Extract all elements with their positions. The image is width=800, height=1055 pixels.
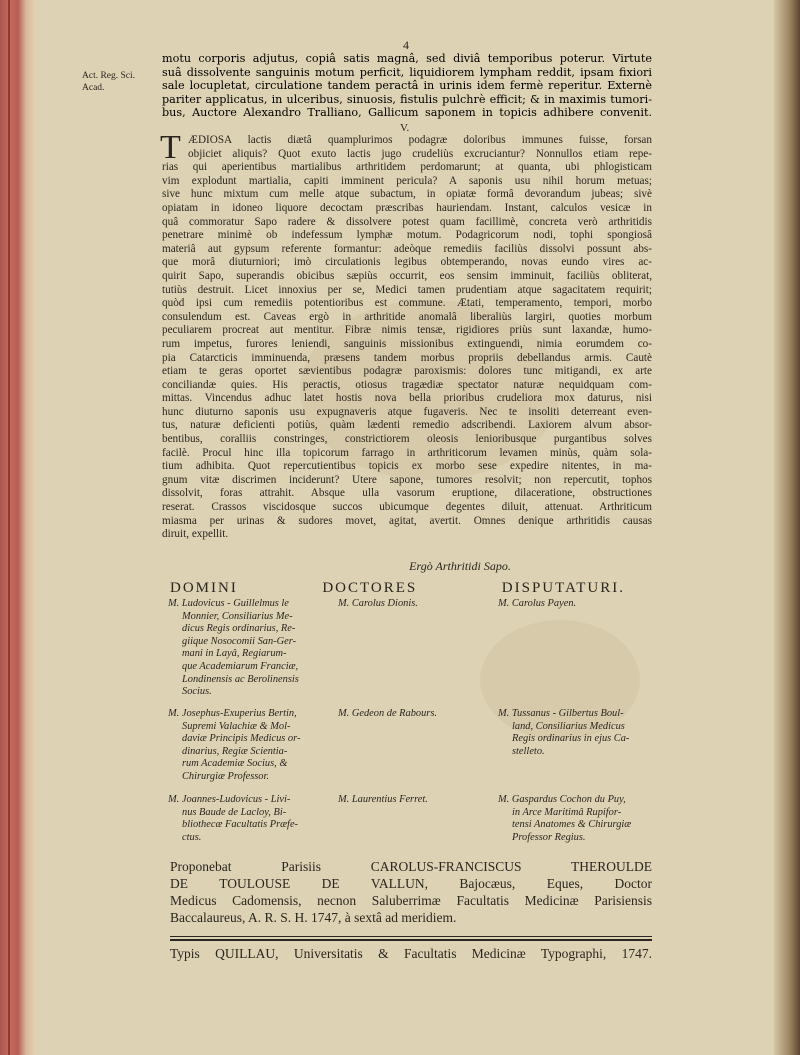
doctor-entry	[498, 708, 656, 758]
section-number: V.	[400, 122, 410, 134]
divider-rule	[170, 939, 652, 941]
proposition-line: Baccalaureus, A. R. S. H. 1747, à sextâ ad meridiem.	[170, 910, 457, 925]
doctor-line: M. Ludovicus - Guillelmus le	[168, 598, 289, 609]
page-edge-shadow	[774, 0, 800, 1055]
doctor-line: Professor Regius.	[512, 831, 586, 843]
doctor-line: tensi Anatomes & Chirurgiæ	[512, 819, 632, 831]
doctor-line: Monnier, Consiliarius Me-	[182, 610, 293, 622]
text-line: quirit Sapo, superandis obicibus sæpiùs occurrit, eos sensim imminuit, faciliùs obliterat,	[162, 269, 652, 282]
doctor-line: in Arce Maritimâ Rupifor-	[512, 806, 622, 818]
proposition-line: Medicus Cadomensis, necnon Saluberrimæ Facultatis Medicinæ Parisiensis	[170, 893, 652, 908]
text-line: tus, naturæ deficienti potiùs, quàm lædenti remedio adscribendi. Laxiorem alvum absor-	[162, 419, 652, 432]
doctor-line: M. Carolus Payen.	[498, 598, 577, 609]
doctor-entry	[498, 794, 656, 844]
doctor-line: Regis ordinarius in ejus Ca-	[512, 733, 630, 745]
doctor-line: Chirurgiæ Professor.	[182, 770, 269, 782]
doctor-line: ctus.	[182, 831, 202, 843]
text-line: pia Catarcticis imminuenda, præsens tandem morbus propriis debellandus armis. Cautè	[162, 351, 652, 364]
printer-colophon: Typis QUILLAU, Universitatis & Facultatis Medicinæ Typographi, 1747.	[170, 946, 652, 961]
doctor-entry	[168, 708, 328, 784]
doctor-line: stelleto.	[512, 745, 545, 757]
divider-rule	[170, 936, 652, 937]
text-line: conciliandæ quies. His peractis, otiosus tragædiæ spectator naturæ nequidquam com-	[162, 378, 652, 391]
text-line: tutiùs destruit. Licet innoxius per se, Medici tamen prudentiam atque sagacitatem requirit;	[162, 283, 652, 296]
doctor-line: giique Nosocomii San-Ger-	[182, 635, 297, 647]
margin-note	[82, 70, 157, 94]
proposition	[170, 858, 652, 926]
text-line: reserat. Crassos viscidosque succos ubicumque degentes diluit, attenuat. Arthriticum	[162, 501, 652, 514]
doctor-line: daviæ Principis Medicus or-	[182, 733, 301, 745]
book-binding	[0, 0, 36, 1055]
doctor-line: M. Carolus Dionis.	[338, 598, 418, 609]
text-line: miasma per urinas & sudores movet, agitat, avertit. Omnes denique arthritidis causas	[162, 514, 652, 527]
text-line: hunc diuturno saponis usu expugnaveris atque fugaveris. Nec te insoliti deterreant even-	[162, 405, 652, 418]
text-line: consulendum est. Caveas ergò in arthritide anomalâ liberaliùs largiri, quoties morbum	[162, 310, 652, 323]
text-line: facilè. Procul hinc illa topicorum farrago in arthriticorum levamen minùs, quàm sola-	[162, 446, 652, 459]
doctor-entry	[168, 794, 328, 844]
conclusion-text: Ergò Arthritidi Sapo.	[409, 559, 511, 573]
text-line: mittas. Vincendus adhuc latet hostis nova bella prioribus crudeliora mox daturus, nisi	[162, 392, 652, 405]
proposition-line: DE TOULOUSE DE VALLUN, Bajocæus, Eques, Doctor	[170, 876, 652, 891]
doctor-line: M. Gedeon de Rabours.	[338, 708, 437, 719]
text-line: materiâ aut gypsum referente formantur: adeòque remediis faciliùs dissolvi possunt abs-	[162, 242, 652, 255]
doctor-line: M. Josephus-Exuperius Bertin,	[168, 708, 297, 719]
text-line: suâ dissolvente sanguinis motum perficit, liquidiorem lympham reddit, ipsam fixiori	[162, 65, 652, 79]
doctors-heading: DOMINI DOCTORES DISPUTATURI.	[170, 580, 625, 596]
doctor-entry	[338, 598, 488, 611]
text-line: motu corporis adjutus, copiâ satis magnâ, sed diviâ temporibus poterur. Virtute	[162, 52, 652, 65]
doctor-line: M. Joannes-Ludovicus - Livi-	[168, 794, 291, 805]
doctor-line: nus Baude de Lacloy, Bi-	[182, 806, 287, 818]
drop-capital: T	[160, 129, 181, 166]
doctor-line: dicus Regis ordinarius, Re-	[182, 623, 296, 635]
doctor-entry	[498, 598, 656, 611]
text-line: quòd ipsi cum remediis potentioribus est commune. Ætati, temperamento, tempori, morbo	[162, 297, 652, 310]
text-line: gnum vitæ discrimen inciderunt? Utere sapone, tumores resolvit; non repercutit, tophos	[162, 473, 652, 486]
doctor-entry	[168, 598, 328, 699]
doctor-line: dinarius, Regiæ Scientia-	[182, 745, 288, 757]
binding-line	[8, 0, 10, 1055]
doctor-line: land, Consiliarius Medicus	[512, 720, 625, 732]
text-line: ÆDIOSA lactis diætâ quamplurimos podagræ doloribus immunes fuisse, forsan	[188, 134, 652, 146]
text-line: sive hunc mixtum cum melle atque subactum, in opiatæ formâ devorandum jubeas; sivè	[162, 188, 652, 201]
text-line: bentibus, coralliis constringes, constrictiorem oleosis lenioribusque purgantibus solves	[162, 433, 652, 446]
margin-note-line: Acad.	[82, 83, 105, 93]
text-line: penetrare minimè ob indefessum lymphæ motum. Podagricorum nodi, tophi spongiosâ	[162, 229, 652, 242]
page-number: 4	[403, 38, 409, 52]
doctor-line: M. Gaspardus Cochon du Puy,	[498, 794, 626, 805]
proposition-line: Proponebat Parisiis CAROLUS-FRANCISCUS THEROULDE	[170, 859, 652, 874]
doctor-line: M. Laurentius Ferret.	[338, 794, 428, 805]
doctor-line: M. Tussanus - Gilbertus Boul-	[498, 708, 624, 719]
text-line: bus, Auctore Alexandro Tralliano, Gallicum saponem in topicis adhibere convenit.	[162, 106, 652, 120]
text-line: dissolvit, foras attrahit. Absque ulla vasorum eruptione, dilaceratione, obstructiones	[162, 487, 652, 500]
conclusion	[0, 559, 800, 574]
text-line: sale locupletat, circulatione tandem peractâ in urinis idem fermè reperitur. Externè	[162, 79, 652, 93]
doctor-line: mani in Layâ, Regiarum-	[182, 648, 287, 660]
doctor-line: que Academiarum Franciæ,	[182, 660, 299, 672]
doctor-entry	[338, 794, 488, 807]
paragraph-2	[160, 129, 652, 542]
text-line: objiciet aliquis? Quot exuto lactis jugo crudeliùs excruciantur? Nonnullos etiam repe-	[188, 147, 652, 160]
doctor-line: rum Academiæ Socius, &	[182, 758, 288, 770]
text-line: vim explodunt martialia, capiti imminent pericula? A saponis usu nihil horum metuas;	[162, 174, 652, 187]
text-line: opiatam in idoneo liquore decoctam præscribas hauriendam. Instant, calculos vesicæ in	[162, 201, 652, 214]
text-line: que morâ diuturniori; imò circulationis legibus obtemperando, novas eundo vires ac-	[162, 256, 652, 269]
margin-note-line: Act. Reg. Sci.	[82, 71, 136, 81]
text-line: diruit, expellit.	[162, 528, 229, 541]
text-line: rias qui aperientibus martialibus arthritidem perdomarunt; at quanta, ubi phlogisticam	[162, 161, 652, 174]
paragraph-1	[162, 52, 652, 120]
doctor-line: Socius.	[182, 686, 212, 698]
text-line: etiam te geras oportet sævientibus podagræ paroxismis: dolores tunc mitigandi, ex arte	[162, 365, 652, 378]
text-line: rum impetus, furores leniendi, sanguinis missionibus extinguendi, nimia eorumdem co-	[162, 337, 652, 350]
doctor-entry	[338, 708, 488, 721]
text-line: tium adhibita. Quot repercutientibus topicis ex morbo sese expedire nitentes, in ma-	[162, 460, 652, 473]
text-line: peculiarem procreat aut mentitur. Fibræ nimis tensæ, rigidiores priùs sunt laxandæ, humo-	[162, 324, 652, 337]
doctor-line: Supremi Valachiæ & Mol-	[182, 720, 291, 732]
text-line: quâ commoratur Sapo radere & dissolvere potest quam facillimè, concreta verò arthritidis	[162, 215, 652, 228]
doctor-line: bliothecæ Facultatis Præfe-	[182, 819, 299, 831]
text-line: pariter applicatus, in ulceribus, sinuosis, fistulis pulchrè efficit; & in maximis tumori-	[162, 92, 652, 106]
doctor-line: Londinensis ac Berolinensis	[182, 673, 299, 685]
